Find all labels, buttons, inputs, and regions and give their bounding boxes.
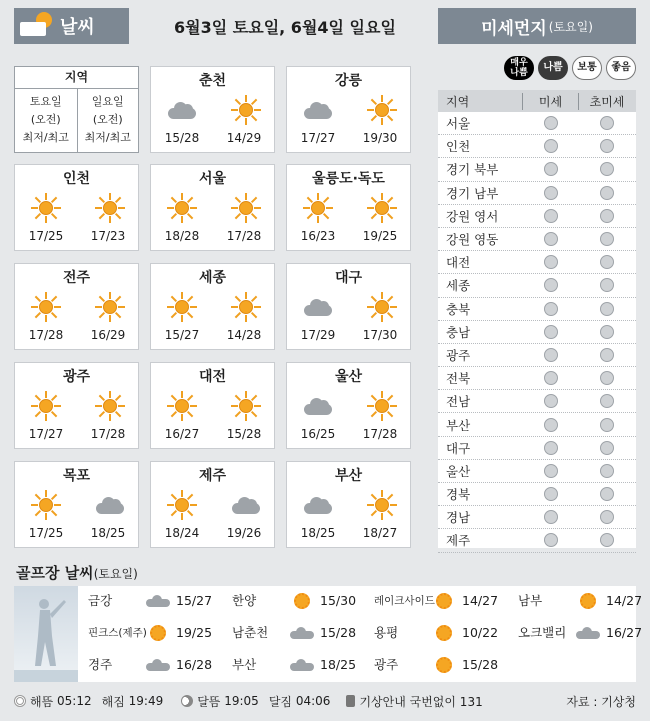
city-card	[150, 164, 275, 251]
dust-region: 경기 남부	[446, 185, 499, 201]
golf-name: 한양	[232, 593, 257, 608]
golf-temp: 15/28	[320, 624, 357, 640]
dust-table	[438, 90, 636, 548]
sunday-temp: 14/29	[226, 131, 262, 145]
legend-region: 지역	[15, 67, 138, 89]
sun-icon	[365, 93, 399, 127]
sunday-temp: 17/28	[362, 427, 398, 441]
dust-region: 제주	[446, 533, 471, 549]
phone-icon	[346, 695, 355, 707]
golf-item	[88, 654, 228, 674]
city-name: 전주	[62, 270, 91, 286]
dust-region: 강원 영서	[446, 208, 499, 224]
golf-item	[232, 622, 372, 642]
dust-region: 세종	[446, 278, 471, 294]
dust-row	[438, 298, 636, 321]
dust-row	[438, 205, 636, 228]
dust-region: 전북	[446, 371, 471, 387]
dust-region: 울산	[446, 463, 471, 479]
golf-temp: 15/27	[176, 592, 213, 608]
dust-title-text: 미세먼지	[481, 18, 547, 39]
pm10-indicator	[544, 394, 558, 408]
sunday-temp: 15/28	[226, 427, 262, 441]
dust-row	[438, 158, 636, 181]
cloud-icon	[290, 628, 314, 638]
golf-temp: 15/30	[320, 592, 357, 608]
city-card	[14, 362, 139, 449]
sun-icon	[165, 389, 199, 423]
legend-day: 일요일	[91, 95, 124, 108]
sun-icon	[436, 625, 452, 641]
dust-region: 충남	[446, 324, 471, 340]
dust-row	[438, 344, 636, 367]
cloud-icon	[301, 93, 335, 127]
sun-icon	[29, 191, 63, 225]
pm25-indicator	[600, 394, 614, 408]
sun-icon	[93, 290, 127, 324]
sun-icon	[580, 593, 596, 609]
dust-row	[438, 437, 636, 460]
pm25-indicator	[600, 510, 614, 524]
cloud-icon	[229, 488, 263, 522]
pm10-indicator	[544, 487, 558, 501]
moonset	[269, 693, 331, 710]
sun-icon	[165, 488, 199, 522]
legend-minmax: 최저/최고	[22, 131, 69, 144]
legend-time: (오전)	[30, 113, 61, 126]
dust-legend-bad: 나쁨	[538, 56, 568, 80]
dust-region: 부산	[446, 417, 471, 433]
city-card	[150, 461, 275, 548]
legend-col-sunday	[77, 89, 139, 152]
pm25-indicator	[600, 116, 614, 130]
sunday-temp: 16/29	[90, 328, 126, 342]
sun-cloud-icon	[18, 12, 54, 40]
dust-region: 광주	[446, 347, 471, 363]
cloud-icon	[290, 660, 314, 670]
golf-item	[232, 590, 372, 610]
city-name: 대전	[198, 369, 227, 385]
dust-region: 경기 북부	[446, 162, 499, 178]
sunset-label: 해짐	[101, 694, 125, 709]
city-card	[286, 263, 411, 350]
dust-head-region: 지역	[438, 93, 523, 110]
dust-row	[438, 483, 636, 506]
pm10-indicator	[544, 186, 558, 200]
golf-item	[88, 622, 228, 642]
golf-temp: 19/25	[176, 624, 213, 640]
dust-row	[438, 251, 636, 274]
sun-icon	[365, 389, 399, 423]
dust-head-pm25: 초미세	[589, 94, 625, 109]
sunday-temp: 17/28	[226, 229, 262, 243]
saturday-temp: 16/23	[300, 229, 336, 243]
golf-item	[518, 622, 650, 642]
dust-row	[438, 274, 636, 297]
golf-temp: 15/28	[462, 656, 499, 672]
sunrise-icon	[14, 695, 26, 707]
city-name: 인천	[62, 171, 91, 187]
sun-icon	[165, 290, 199, 324]
pm10-indicator	[544, 162, 558, 176]
saturday-temp: 18/28	[164, 229, 200, 243]
golf-name: 경주	[88, 657, 113, 672]
legend-minmax: 최저/최고	[84, 131, 131, 144]
sun-icon	[436, 593, 452, 609]
pm10-indicator	[544, 278, 558, 292]
golf-temp: 10/22	[462, 624, 499, 640]
dust-region: 전남	[446, 394, 471, 410]
pm10-indicator	[544, 302, 558, 316]
pm10-indicator	[544, 533, 558, 547]
saturday-temp: 17/27	[28, 427, 64, 441]
cloud-icon	[165, 93, 199, 127]
cloud-icon	[576, 628, 600, 638]
pm25-indicator	[600, 325, 614, 339]
city-name: 울산	[334, 369, 363, 385]
moonrise-time: 19:05	[224, 694, 259, 708]
sun-icon	[365, 290, 399, 324]
golf-name: 오크밸리	[518, 625, 567, 640]
pm25-indicator	[600, 186, 614, 200]
city-card	[14, 461, 139, 548]
golf-name: 레이크사이드	[374, 594, 435, 607]
source: 자료 : 기상청	[566, 694, 636, 709]
moonset-label: 달짐	[268, 694, 293, 709]
dust-region: 강원 영동	[446, 232, 499, 248]
sunday-temp: 17/30	[362, 328, 398, 342]
pm10-indicator	[544, 464, 558, 478]
pm25-indicator	[600, 371, 614, 385]
dust-row	[438, 506, 636, 529]
legend-card	[14, 66, 139, 153]
city-name: 춘천	[198, 73, 227, 89]
dust-region: 경남	[446, 510, 471, 526]
dust-table-header	[438, 90, 636, 112]
sunset	[102, 693, 164, 710]
city-name: 서울	[198, 171, 227, 187]
city-name: 울릉도·독도	[312, 171, 385, 187]
sunday-temp: 19/30	[362, 131, 398, 145]
golf-item	[232, 654, 372, 674]
golf-title	[16, 562, 138, 583]
pm25-indicator	[600, 278, 614, 292]
dust-row	[438, 135, 636, 158]
pm10-indicator	[544, 139, 558, 153]
saturday-temp: 17/25	[28, 526, 64, 540]
sunday-temp: 17/23	[90, 229, 126, 243]
dust-row	[438, 112, 636, 135]
cloud-icon	[146, 596, 170, 606]
cloud-icon	[146, 660, 170, 670]
sunday-temp: 17/28	[90, 427, 126, 441]
pm25-indicator	[600, 162, 614, 176]
golf-item	[374, 590, 514, 610]
golf-item	[518, 590, 650, 610]
sun-icon	[365, 191, 399, 225]
pm25-indicator	[600, 441, 614, 455]
dust-region: 인천	[446, 139, 471, 155]
sunrise-label: 해뜸	[30, 694, 54, 709]
saturday-temp: 17/29	[300, 328, 336, 342]
city-name: 세종	[198, 270, 227, 286]
golf-temp: 18/25	[320, 656, 357, 672]
golf-name: 용평	[374, 625, 399, 640]
dust-row	[438, 460, 636, 483]
weather-title-text: 날씨	[60, 17, 95, 38]
sun-icon	[93, 191, 127, 225]
dust-row	[438, 390, 636, 413]
dust-region: 경북	[446, 487, 471, 503]
pm10-indicator	[544, 325, 558, 339]
sunset-time: 19:49	[128, 694, 164, 708]
pm25-indicator	[600, 533, 614, 547]
saturday-temp: 16/25	[300, 427, 336, 441]
saturday-temp: 17/28	[28, 328, 64, 342]
dust-head-pm10: 미세	[523, 93, 579, 110]
golf-title-sub: (토요일)	[93, 567, 138, 581]
saturday-temp: 15/27	[164, 328, 200, 342]
dust-legend-very-bad-label: 매우 나쁨	[510, 58, 528, 78]
sun-icon	[229, 389, 263, 423]
saturday-temp: 15/28	[164, 131, 200, 145]
golf-name: 핀크스(제주)	[88, 626, 147, 639]
pm10-indicator	[544, 418, 558, 432]
golf-name: 남춘천	[232, 625, 269, 640]
cloud-icon	[93, 488, 127, 522]
moon-icon	[181, 695, 193, 707]
city-name: 제주	[198, 468, 227, 484]
city-card	[286, 362, 411, 449]
pm10-indicator	[544, 209, 558, 223]
legend-day: 토요일	[29, 95, 62, 108]
golf-name: 부산	[232, 657, 257, 672]
dust-row	[438, 321, 636, 344]
golfer-silhouette-icon	[14, 586, 78, 682]
dust-row	[438, 228, 636, 251]
sun-icon	[29, 389, 63, 423]
sun-icon	[29, 290, 63, 324]
city-name: 부산	[334, 468, 363, 484]
pm25-indicator	[600, 255, 614, 269]
golf-item	[374, 622, 514, 642]
dust-row	[438, 182, 636, 205]
legend-time: (오전)	[92, 113, 123, 126]
dust-legend-normal: 보통	[572, 56, 602, 80]
cloud-icon	[301, 290, 335, 324]
golf-item	[374, 654, 514, 674]
dust-row	[438, 529, 636, 552]
sun-icon	[165, 191, 199, 225]
saturday-temp: 17/27	[300, 131, 336, 145]
saturday-temp: 16/27	[164, 427, 200, 441]
legend-col-saturday	[15, 89, 77, 152]
dust-region: 서울	[446, 116, 471, 132]
pm10-indicator	[544, 510, 558, 524]
city-card	[150, 263, 275, 350]
city-card	[14, 164, 139, 251]
golf-name: 금강	[88, 593, 113, 608]
pm10-indicator	[544, 255, 558, 269]
dust-title	[438, 8, 636, 44]
saturday-temp: 17/25	[28, 229, 64, 243]
pm25-indicator	[600, 464, 614, 478]
hotline-text: 기상안내 국번없이 131	[359, 694, 483, 709]
dust-rows	[438, 112, 636, 553]
pm10-indicator	[544, 116, 558, 130]
dust-row	[438, 367, 636, 390]
sun-icon	[301, 191, 335, 225]
saturday-temp: 18/24	[164, 526, 200, 540]
golf-item	[88, 590, 228, 610]
golf-name: 광주	[374, 657, 399, 672]
pm10-indicator	[544, 232, 558, 246]
sunday-temp: 19/25	[362, 229, 398, 243]
sun-icon	[229, 93, 263, 127]
hotline	[346, 693, 482, 710]
pm25-indicator	[600, 348, 614, 362]
moonrise	[181, 693, 259, 710]
sun-icon	[229, 191, 263, 225]
golf-temp: 14/27	[462, 592, 499, 608]
pm25-indicator	[600, 209, 614, 223]
sunday-temp: 19/26	[226, 526, 262, 540]
city-card	[286, 164, 411, 251]
pm25-indicator	[600, 418, 614, 432]
city-card	[150, 362, 275, 449]
dust-legend-very-bad	[504, 56, 534, 80]
golfer-image	[14, 586, 78, 682]
sunday-temp: 14/28	[226, 328, 262, 342]
sun-icon	[29, 488, 63, 522]
dust-region: 대구	[446, 440, 471, 456]
sunrise-time: 05:12	[57, 694, 92, 708]
footer	[14, 690, 636, 712]
sunday-temp: 18/27	[362, 526, 398, 540]
sun-icon	[294, 593, 310, 609]
sunrise	[14, 693, 92, 710]
moonrise-label: 달뜸	[197, 694, 221, 709]
city-card	[286, 461, 411, 548]
pm25-indicator	[600, 487, 614, 501]
weather-title	[14, 8, 129, 44]
dust-region: 충북	[446, 301, 471, 317]
saturday-temp: 18/25	[300, 526, 336, 540]
cloud-icon	[301, 389, 335, 423]
sunday-temp: 18/25	[90, 526, 126, 540]
sun-icon	[436, 657, 452, 673]
pm10-indicator	[544, 348, 558, 362]
sun-icon	[229, 290, 263, 324]
city-name: 광주	[62, 369, 91, 385]
pm25-indicator	[600, 139, 614, 153]
city-name: 목포	[62, 468, 91, 484]
city-card	[14, 263, 139, 350]
city-card	[286, 66, 411, 153]
cloud-icon	[301, 488, 335, 522]
pm25-indicator	[600, 302, 614, 316]
golf-temp: 14/27	[606, 592, 643, 608]
moonset-time: 04:06	[295, 694, 331, 708]
pm25-indicator	[600, 232, 614, 246]
city-card	[150, 66, 275, 153]
city-name: 대구	[334, 270, 363, 286]
sun-icon	[93, 389, 127, 423]
dust-legend-good: 좋음	[606, 56, 636, 80]
sun-icon	[150, 625, 166, 641]
golf-name: 남부	[518, 593, 543, 608]
dust-title-sub: (토요일)	[548, 19, 593, 34]
header-dates: 6월3일 토요일, 6월4일 일요일	[174, 17, 396, 37]
sun-icon	[365, 488, 399, 522]
dust-row	[438, 413, 636, 436]
dust-region: 대전	[446, 255, 471, 271]
golf-title-text: 골프장 날씨	[16, 564, 94, 582]
pm10-indicator	[544, 371, 558, 385]
golf-temp: 16/28	[176, 656, 213, 672]
city-name: 강릉	[334, 73, 363, 89]
golf-temp: 16/27	[606, 624, 643, 640]
pm10-indicator	[544, 441, 558, 455]
dust-legend	[490, 56, 636, 82]
